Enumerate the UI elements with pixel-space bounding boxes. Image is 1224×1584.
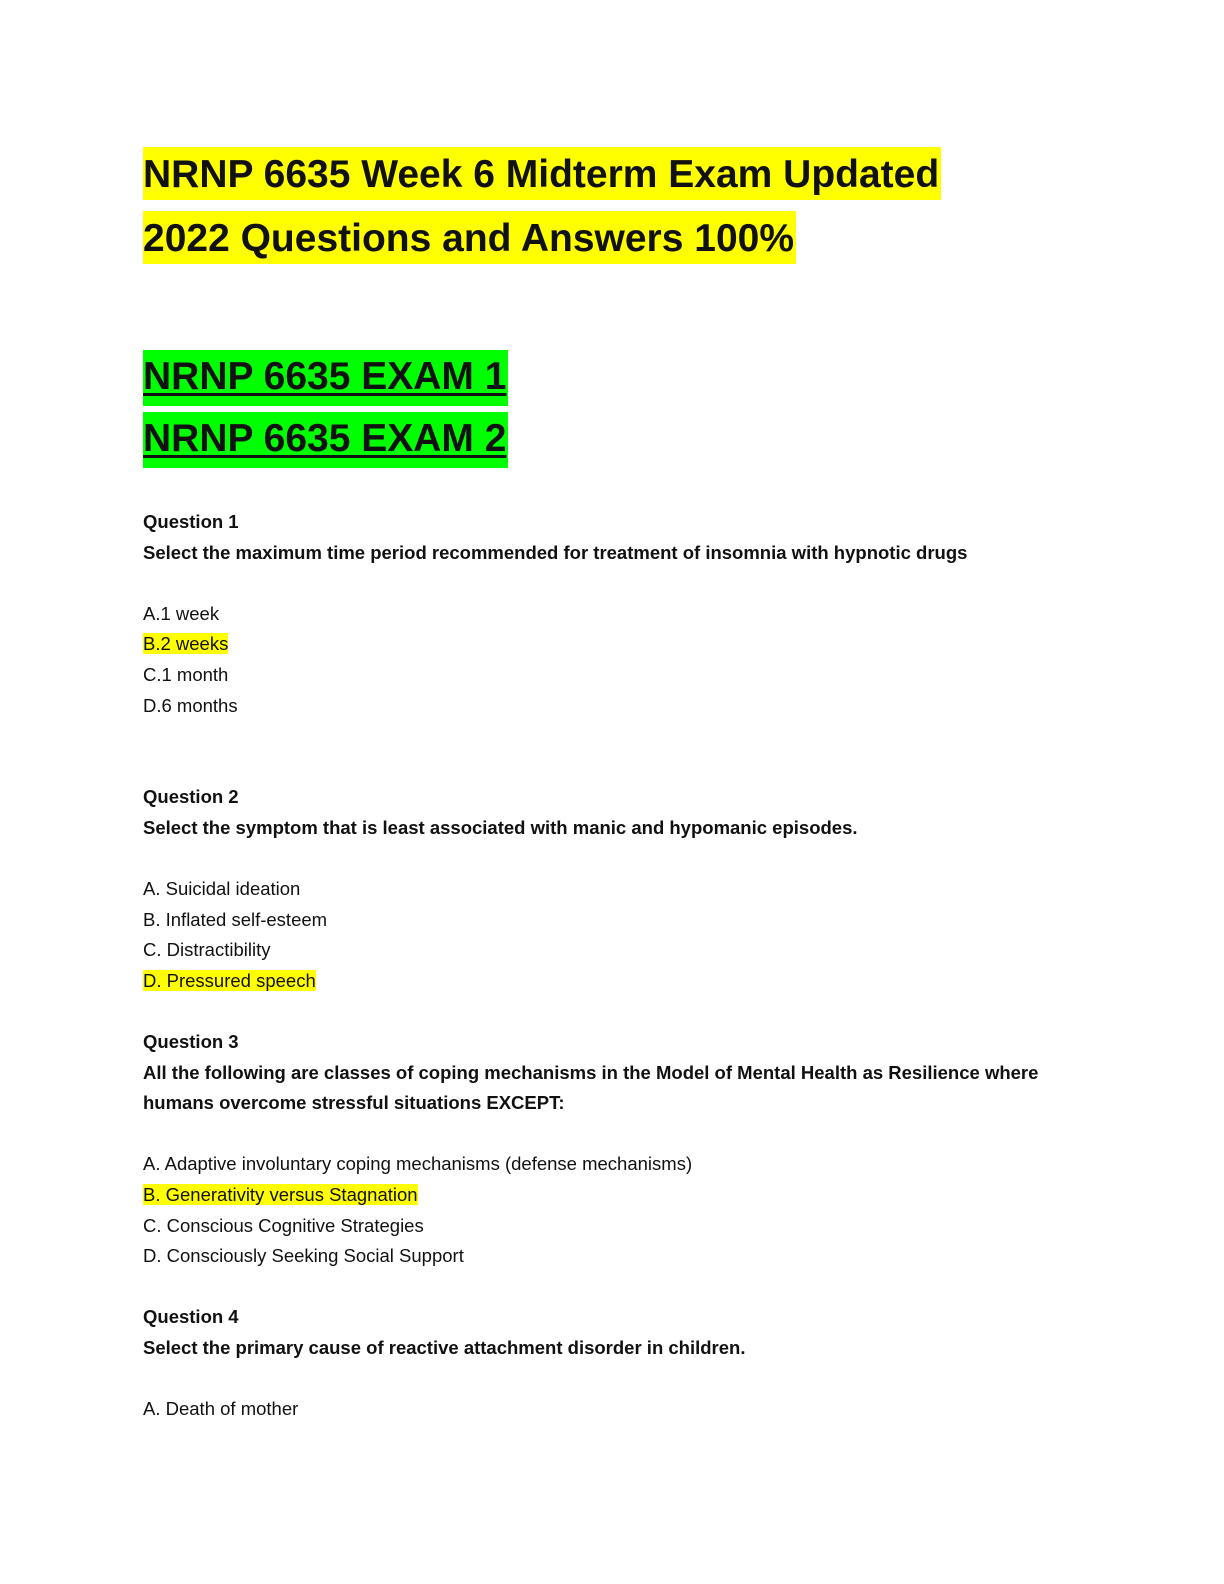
title-line-2-text: 2022 Questions and Answers 100%: [143, 211, 796, 264]
question-1-options: [143, 599, 1103, 721]
question-3-label: Question 3: [143, 1031, 239, 1053]
question-3-option-c[interactable]: C. Conscious Cognitive Strategies: [143, 1214, 424, 1236]
question-2-option-b[interactable]: B. Inflated self-esteem: [143, 908, 328, 930]
spacer: [143, 997, 1103, 1028]
question-1: [143, 507, 1103, 721]
question-1-option-c[interactable]: C.1 month: [143, 663, 229, 685]
question-3: [143, 1027, 1103, 1272]
question-4-options: [143, 1394, 1103, 1425]
question-2-text: Select the symptom that is least associated with manic and hypomanic episodes.: [143, 816, 858, 838]
question-3-text: All the following are classes of coping mechanisms in the Model of Mental Health as Resilience where humans overcome stressful situations EXCEPT:: [143, 1061, 1039, 1114]
exam-1-link-text[interactable]: NRNP 6635 EXAM 1: [143, 350, 508, 406]
questions-list: [143, 507, 1103, 1425]
question-3-option-d[interactable]: D. Consciously Seeking Social Support: [143, 1245, 464, 1267]
question-2-option-a[interactable]: A. Suicidal ideation: [143, 878, 301, 900]
spacer: [143, 721, 1103, 782]
question-2: [143, 782, 1103, 996]
question-2-option-d[interactable]: D. Pressured speech: [143, 969, 316, 991]
question-4-label: Question 4: [143, 1306, 239, 1328]
question-1-text: Select the maximum time period recommended for treatment of insomnia with hypnotic drugs: [143, 541, 968, 563]
question-2-option-c[interactable]: C. Distractibility: [143, 939, 271, 961]
question-4-text: Select the primary cause of reactive attachment disorder in children.: [143, 1337, 746, 1359]
exam-2-link-text[interactable]: NRNP 6635 EXAM 2: [143, 412, 508, 468]
question-3-option-b[interactable]: B. Generativity versus Stagnation: [143, 1184, 418, 1206]
exam-links: [143, 346, 508, 470]
question-2-label: Question 2: [143, 786, 239, 808]
title-line-1-text: NRNP 6635 Week 6 Midterm Exam Updated: [143, 147, 941, 200]
question-1-option-b[interactable]: B.2 weeks: [143, 633, 229, 655]
question-3-options: [143, 1149, 1103, 1271]
spacer: [143, 1272, 1103, 1303]
question-4-option-a[interactable]: A. Death of mother: [143, 1398, 299, 1420]
title-line-1: [143, 143, 1103, 207]
title-line-2: [143, 207, 1103, 271]
exam-2-link[interactable]: [143, 408, 508, 470]
document-title: [143, 143, 1103, 271]
exam-1-link[interactable]: [143, 346, 508, 408]
question-1-option-a[interactable]: A.1 week: [143, 602, 220, 624]
question-3-option-a[interactable]: A. Adaptive involuntary coping mechanisms (defense mechanisms): [143, 1153, 693, 1175]
question-1-label: Question 1: [143, 511, 239, 532]
question-4: [143, 1302, 1103, 1424]
question-1-option-d[interactable]: D.6 months: [143, 694, 238, 716]
question-2-options: [143, 874, 1103, 996]
